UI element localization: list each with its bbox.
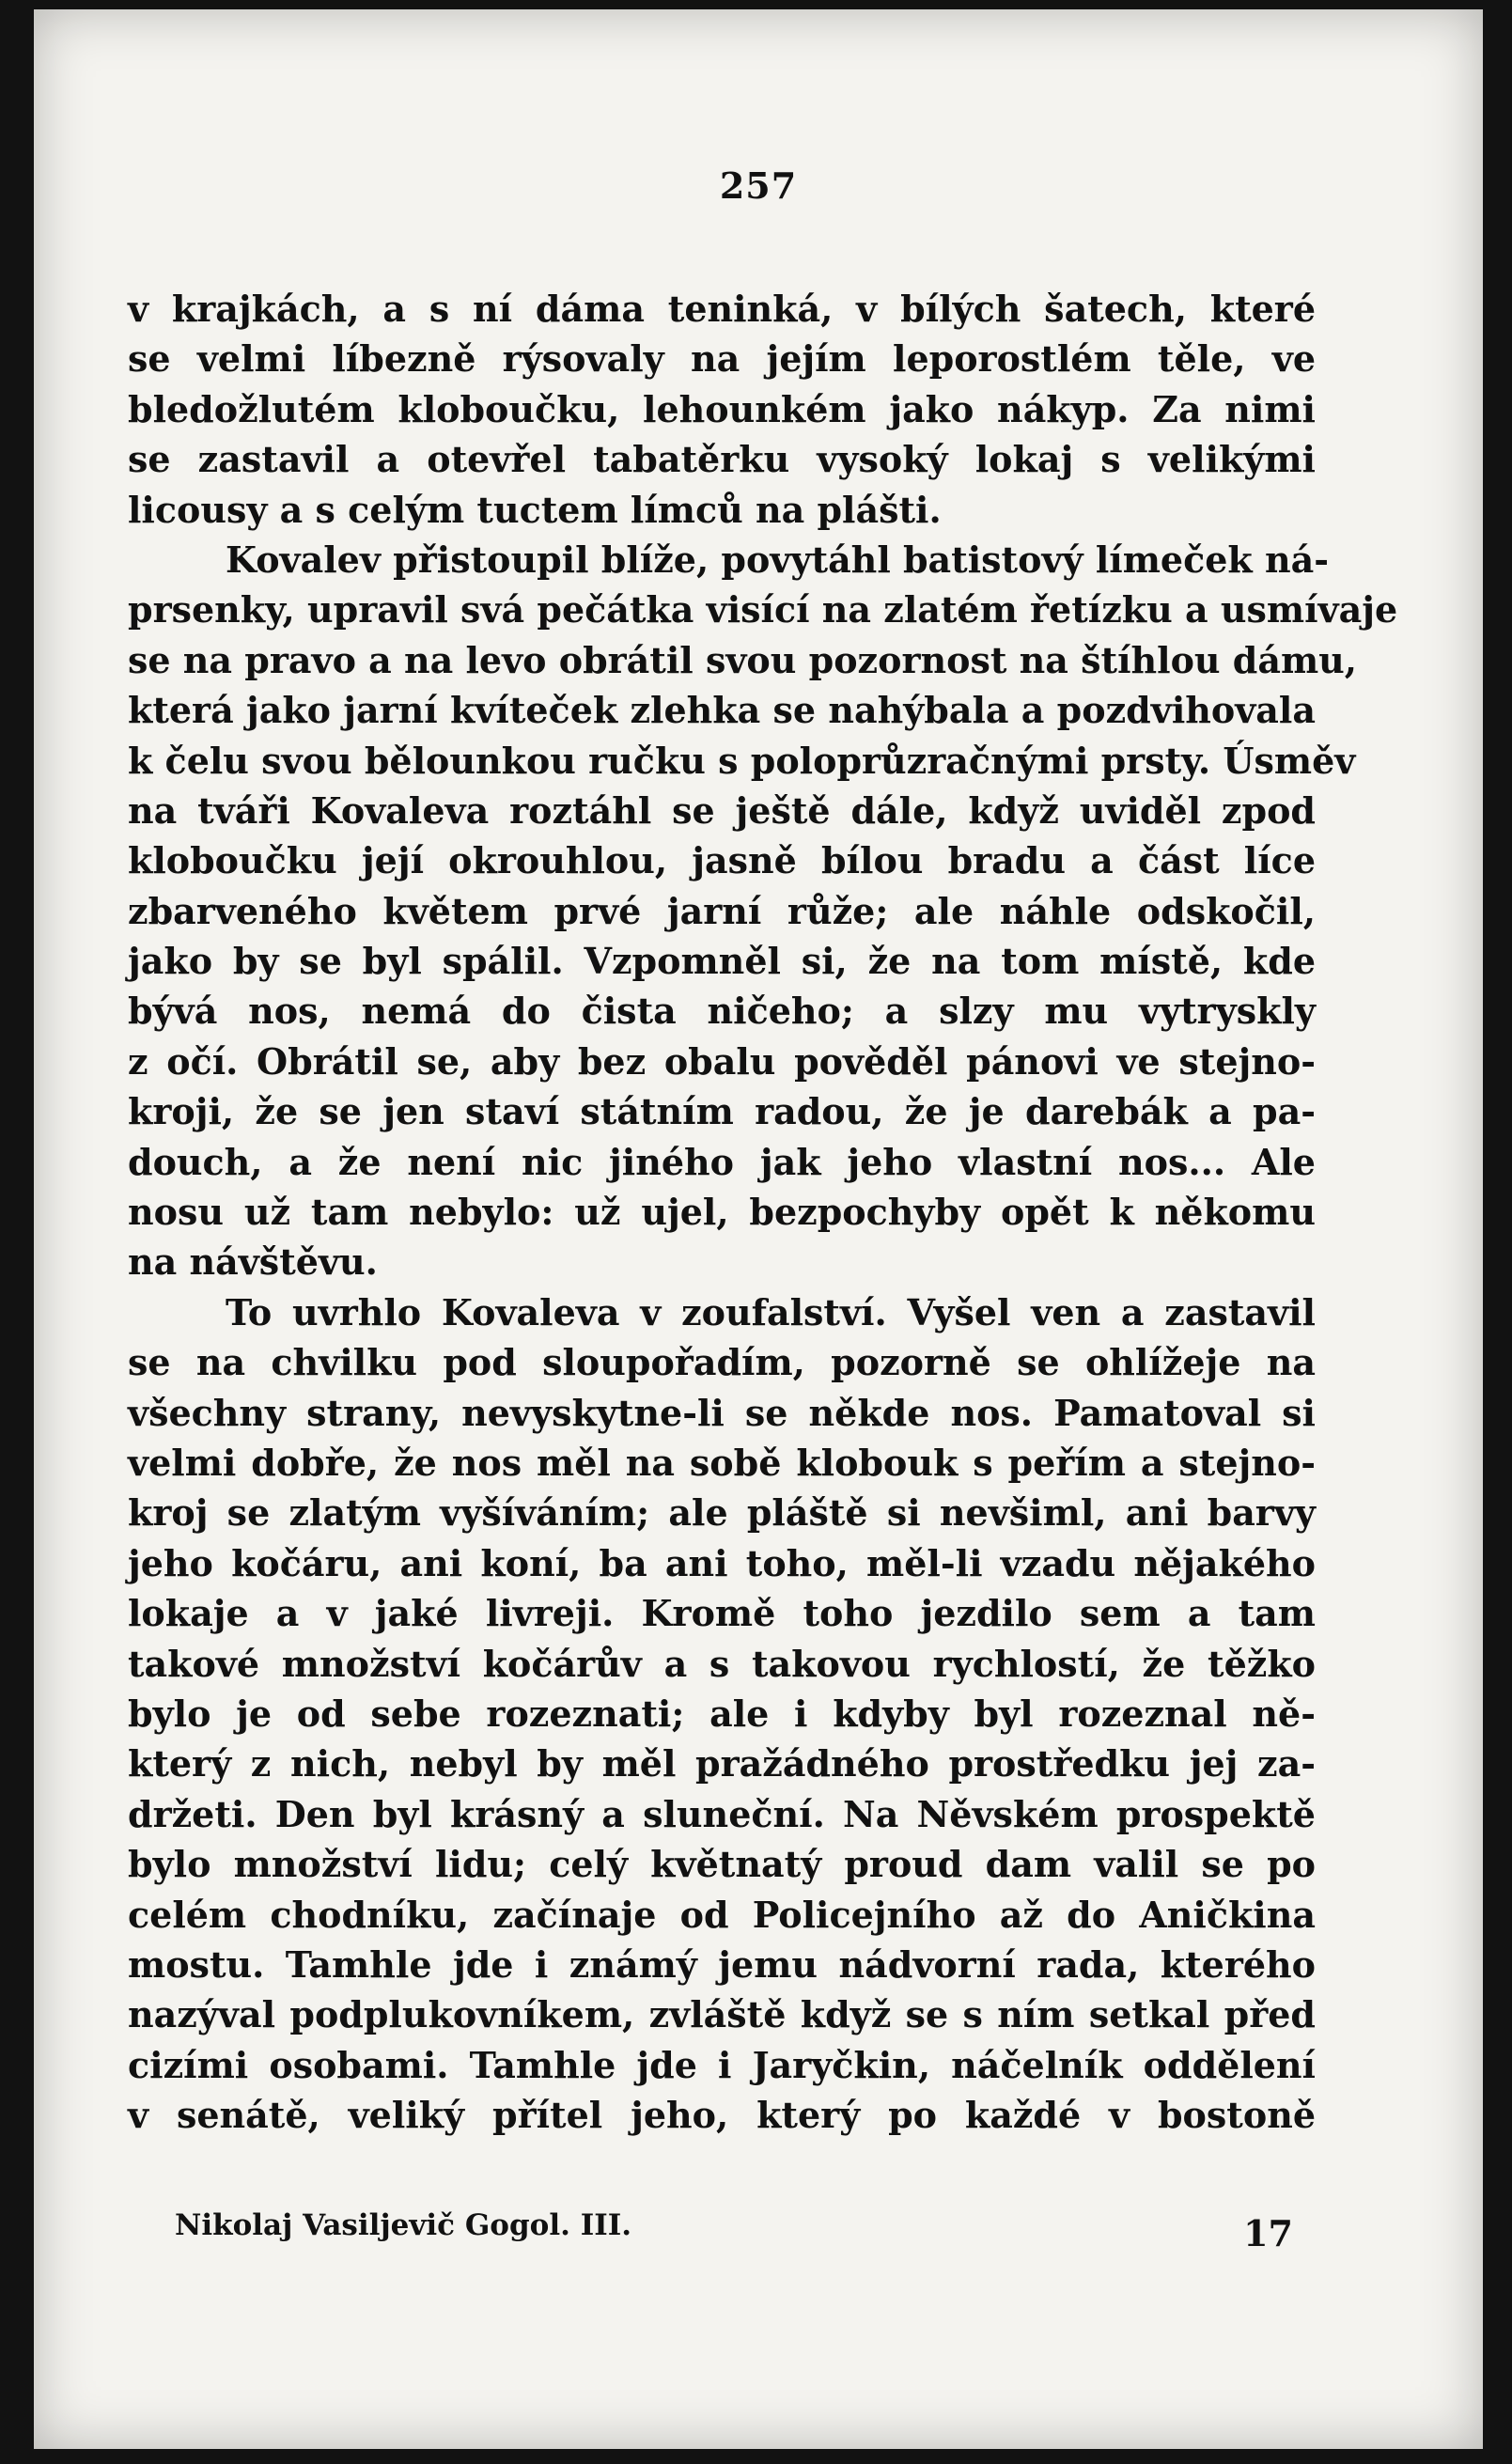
text-line: se na chvilku pod sloupořadím, pozorně se ohlížeje na — [128, 1341, 1316, 1384]
book-page — [34, 9, 1483, 2449]
text-line: držeti. Den byl krásný a sluneční. Na Něvském prospektě — [128, 1792, 1316, 1835]
text-line: nosu už tam nebylo: už ujel, bezpochyby opět k někomu — [128, 1191, 1316, 1234]
text-line: douch, a že není nic jiného jak jeho vlastní nos... Ale — [128, 1140, 1316, 1183]
text-line: takové množství kočárův a s takovou rychlostí, že těžko — [128, 1642, 1316, 1685]
signature-mark: 17 — [1243, 2212, 1293, 2254]
page-number: 257 — [719, 164, 798, 207]
text-line: z očí. Obrátil se, aby bez obalu pověděl pánovi ve stejno- — [128, 1039, 1316, 1083]
text-line: bývá nos, nemá do čista ničeho; a slzy mu vytryskly — [128, 990, 1316, 1033]
text-line: cizími osobami. Tamhle jde i Jaryčkin, náčelník oddělení — [128, 2043, 1316, 2086]
text-line: kroj se zlatým vyšíváním; ale pláště si nevšiml, ani barvy — [128, 1491, 1316, 1535]
text-line: bylo je od sebe rozeznati; ale i kdyby byl rozeznal ně- — [128, 1692, 1316, 1735]
text-line: která jako jarní kvíteček zlehka se nahýbala a pozdvihovala — [128, 689, 1316, 732]
text-line: všechny strany, nevyskytne-li se někde nos. Pamatoval si — [128, 1391, 1316, 1434]
text-line: bledožlutém kloboučku, lehounkém jako nákyp. Za nimi — [128, 387, 1316, 430]
text-line: mostu. Tamhle jde i známý jemu nádvorní rada, kterého — [128, 1942, 1316, 1986]
text-line: se zastavil a otevřel tabatěrku vysoký lokaj s velikými — [128, 438, 1316, 481]
text-line: Kovalev přistoupil blíže, povytáhl batistový límeček ná- — [226, 538, 1329, 581]
text-line: v krajkách, a s ní dáma teninká, v bílých šatech, které — [128, 288, 1316, 330]
text-line: jeho kočáru, ani koní, ba ani toho, měl-li vzadu nějakého — [128, 1541, 1316, 1584]
text-line: kroji, že se jen staví státním radou, že je darebák a pa- — [128, 1090, 1316, 1133]
text-line: zbarveného květem prvé jarní růže; ale náhle odskočil, — [128, 889, 1316, 932]
text-line: kloboučku její okrouhlou, jasně bílou bradu a část líce — [128, 839, 1316, 882]
text-line: k čelu svou bělounkou ručku s poloprůzračnými prsty. Úsměv — [128, 739, 1356, 782]
body-text — [128, 284, 1398, 2140]
text-line: který z nich, nebyl by měl pražádného prostředku jej za- — [128, 1742, 1316, 1786]
text-line: na návštěvu. — [128, 1240, 378, 1284]
text-line: nazýval podplukovníkem, zvláště když se s ním setkal před — [128, 1993, 1316, 2036]
text-line: na tváři Kovaleva roztáhl se ještě dále, když uviděl zpod — [128, 788, 1316, 832]
text-line: se na pravo a na levo obrátil svou pozornost na štíhlou dámu, — [128, 638, 1358, 681]
text-line: bylo množství lidu; celý květnatý proud dam valil se po — [128, 1843, 1316, 1886]
text-line: To uvrhlo Kovaleva v zoufalství. Vyšel ven a zastavil — [226, 1290, 1316, 1333]
text-line: lokaje a v jaké livreji. Kromě toho jezdilo sem a tam — [128, 1592, 1316, 1635]
text-line: velmi dobře, že nos měl na sobě klobouk s peřím a stejno- — [128, 1441, 1316, 1484]
text-line: se velmi líbezně rýsovaly na jejím leporostlém těle, ve — [128, 337, 1316, 381]
footer-title: Nikolaj Vasiljevič Gogol. III. — [175, 2208, 631, 2242]
text-line: licousy a s celým tuctem límců na plášti. — [128, 488, 942, 531]
text-line: prsenky, upravil svá pečátka visící na zlatém řetízku a usmívaje — [128, 588, 1398, 632]
text-line: celém chodníku, začínaje od Policejního až do Aničkina — [128, 1893, 1316, 1936]
text-line: jako by se byl spálil. Vzpomněl si, že na tom místě, kde — [128, 940, 1316, 983]
text-line: v senátě, veliký přítel jeho, který po každé v bostoně — [128, 2094, 1316, 2137]
page-footer — [175, 2208, 1293, 2257]
